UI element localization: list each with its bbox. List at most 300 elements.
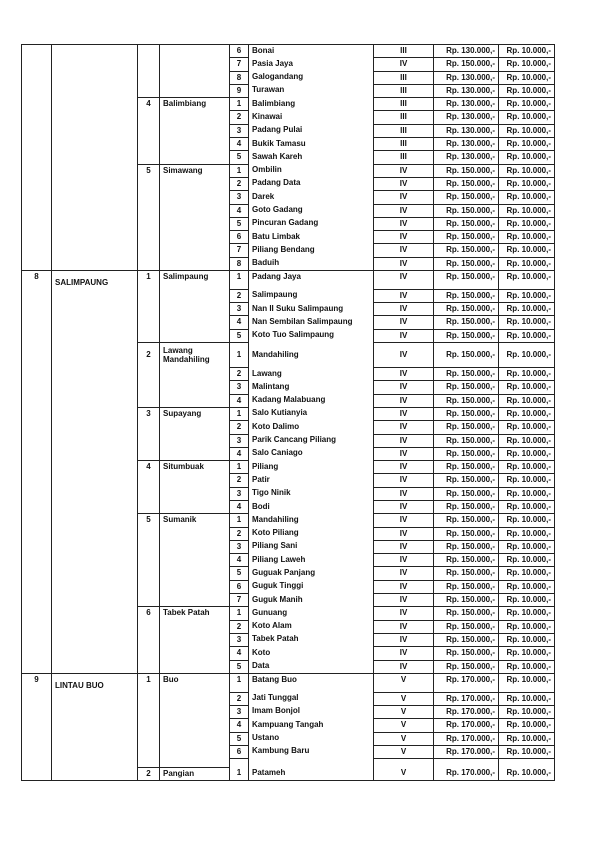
jorong-number: 1 [230, 271, 249, 290]
table-row [22, 447, 555, 460]
table-row [22, 257, 555, 270]
price-cell: Rp. 150.000,- [434, 514, 499, 527]
kecamatan-number [22, 745, 52, 758]
nagari-name [160, 594, 230, 607]
price-cell: Rp. 170.000,- [434, 719, 499, 732]
class-cell: III [374, 45, 434, 58]
jorong-name: Guguk Manih [249, 594, 374, 607]
price-cell: Rp. 150.000,- [434, 217, 499, 230]
jorong-number: 2 [230, 527, 249, 540]
fee-cell: Rp. 10.000,- [499, 381, 555, 394]
kecamatan-name: LINTAU BUO [52, 673, 138, 692]
jorong-number: 3 [230, 303, 249, 316]
kecamatan-name [52, 705, 138, 718]
kecamatan-number [22, 191, 52, 204]
jorong-number: 3 [230, 434, 249, 447]
nagari-name: Simawang [160, 164, 230, 177]
fee-cell: Rp. 10.000,- [499, 594, 555, 607]
fee-cell: Rp. 10.000,- [499, 607, 555, 620]
nagari-name [160, 567, 230, 580]
price-cell: Rp. 150.000,- [434, 607, 499, 620]
nagari-name [160, 124, 230, 137]
table-row [22, 474, 555, 487]
nagari-name [160, 177, 230, 190]
nagari-name [160, 257, 230, 270]
kecamatan-number [22, 394, 52, 407]
nagari-name: Tabek Patah [160, 607, 230, 620]
price-cell: Rp. 150.000,- [434, 647, 499, 660]
kecamatan-name [52, 138, 138, 151]
kecamatan-name [52, 474, 138, 487]
jorong-number: 4 [230, 316, 249, 329]
class-cell: IV [374, 633, 434, 646]
class-cell: IV [374, 594, 434, 607]
nagari-name [160, 501, 230, 514]
price-cell: Rp. 170.000,- [434, 673, 499, 692]
jorong-name: Parik Cancang Piliang [249, 434, 374, 447]
nagari-number [138, 421, 160, 434]
nagari-number: 1 [138, 673, 160, 692]
nagari-name: Supayang [160, 407, 230, 420]
kecamatan-number [22, 620, 52, 633]
jorong-name: Data [249, 660, 374, 673]
fee-cell: Rp. 10.000,- [499, 329, 555, 342]
price-cell: Rp. 150.000,- [434, 421, 499, 434]
price-cell: Rp. 150.000,- [434, 633, 499, 646]
kecamatan-number [22, 647, 52, 660]
kecamatan-number [22, 421, 52, 434]
table-row [22, 177, 555, 190]
nagari-name [160, 151, 230, 164]
jorong-number: 1 [230, 514, 249, 527]
jorong-name: Pincuran Gadang [249, 217, 374, 230]
fee-cell: Rp. 10.000,- [499, 647, 555, 660]
kecamatan-name [52, 745, 138, 758]
nagari-name [160, 204, 230, 217]
nagari-name: Lawang Mandahiling [160, 343, 230, 368]
nagari-name [160, 381, 230, 394]
class-cell: IV [374, 289, 434, 302]
price-cell: Rp. 130.000,- [434, 45, 499, 58]
class-cell: IV [374, 474, 434, 487]
kecamatan-name [52, 647, 138, 660]
kecamatan-number [22, 151, 52, 164]
jorong-number: 4 [230, 554, 249, 567]
jorong-name: Salo Caniago [249, 447, 374, 460]
price-cell: Rp. 150.000,- [434, 620, 499, 633]
jorong-number: 2 [230, 692, 249, 705]
gap-cell [22, 759, 52, 768]
nagari-number [138, 660, 160, 673]
table-row [22, 461, 555, 474]
class-cell: IV [374, 271, 434, 290]
table-row [22, 271, 555, 290]
fee-cell: Rp. 10.000,- [499, 633, 555, 646]
table-row [22, 71, 555, 84]
nagari-number [138, 71, 160, 84]
nagari-number [138, 217, 160, 230]
jorong-number: 1 [230, 343, 249, 368]
price-cell: Rp. 150.000,- [434, 474, 499, 487]
fee-cell: Rp. 10.000,- [499, 673, 555, 692]
class-cell: IV [374, 647, 434, 660]
village-price-table [21, 44, 555, 781]
class-cell: IV [374, 407, 434, 420]
nagari-number [138, 289, 160, 302]
jorong-number: 1 [230, 607, 249, 620]
class-cell: IV [374, 660, 434, 673]
kecamatan-name [52, 164, 138, 177]
kecamatan-number [22, 527, 52, 540]
kecamatan-name [52, 151, 138, 164]
class-cell: IV [374, 329, 434, 342]
table-row [22, 381, 555, 394]
fee-cell: Rp. 10.000,- [499, 316, 555, 329]
nagari-number [138, 124, 160, 137]
gap-cell [160, 759, 230, 768]
table-row [22, 329, 555, 342]
fee-cell: Rp. 10.000,- [499, 45, 555, 58]
kecamatan-name [52, 620, 138, 633]
jorong-number: 1 [230, 98, 249, 111]
jorong-number: 3 [230, 381, 249, 394]
kecamatan-name [52, 381, 138, 394]
fee-cell: Rp. 10.000,- [499, 177, 555, 190]
class-cell: IV [374, 164, 434, 177]
price-cell: Rp. 130.000,- [434, 138, 499, 151]
kecamatan-number [22, 692, 52, 705]
table-row [22, 594, 555, 607]
jorong-number: 2 [230, 111, 249, 124]
table-row [22, 692, 555, 705]
table-row [22, 540, 555, 553]
price-cell: Rp. 150.000,- [434, 447, 499, 460]
jorong-number: 1 [230, 673, 249, 692]
kecamatan-number [22, 316, 52, 329]
fee-cell: Rp. 10.000,- [499, 767, 555, 780]
nagari-name [160, 421, 230, 434]
nagari-name [160, 45, 230, 58]
kecamatan-name [52, 767, 138, 780]
nagari-number [138, 58, 160, 71]
jorong-name: Goto Gadang [249, 204, 374, 217]
kecamatan-name [52, 84, 138, 97]
jorong-number: 3 [230, 487, 249, 500]
class-cell: IV [374, 394, 434, 407]
nagari-name [160, 633, 230, 646]
price-cell: Rp. 150.000,- [434, 407, 499, 420]
nagari-number: 5 [138, 514, 160, 527]
table-row [22, 191, 555, 204]
fee-cell: Rp. 10.000,- [499, 567, 555, 580]
kecamatan-number [22, 164, 52, 177]
price-cell: Rp. 150.000,- [434, 58, 499, 71]
kecamatan-number [22, 111, 52, 124]
class-cell: IV [374, 204, 434, 217]
table-row [22, 501, 555, 514]
kecamatan-number [22, 487, 52, 500]
fee-cell: Rp. 10.000,- [499, 407, 555, 420]
jorong-name: Patir [249, 474, 374, 487]
class-cell: IV [374, 567, 434, 580]
kecamatan-number [22, 231, 52, 244]
nagari-name [160, 84, 230, 97]
jorong-name: Galogandang [249, 71, 374, 84]
table-row [22, 434, 555, 447]
nagari-number [138, 447, 160, 460]
class-cell: V [374, 719, 434, 732]
nagari-name: Sumanik [160, 514, 230, 527]
class-cell: IV [374, 501, 434, 514]
fee-cell: Rp. 10.000,- [499, 204, 555, 217]
kecamatan-number [22, 407, 52, 420]
price-cell: Rp. 170.000,- [434, 732, 499, 745]
kecamatan-number [22, 540, 52, 553]
class-cell: IV [374, 620, 434, 633]
jorong-number: 5 [230, 567, 249, 580]
nagari-name [160, 540, 230, 553]
nagari-name [160, 580, 230, 593]
jorong-number: 3 [230, 633, 249, 646]
kecamatan-number: 8 [22, 271, 52, 290]
class-cell: V [374, 673, 434, 692]
nagari-name [160, 303, 230, 316]
kecamatan-name [52, 289, 138, 302]
jorong-name: Koto Piliang [249, 527, 374, 540]
price-cell: Rp. 150.000,- [434, 303, 499, 316]
class-cell: IV [374, 217, 434, 230]
nagari-name [160, 554, 230, 567]
kecamatan-name [52, 487, 138, 500]
kecamatan-number [22, 98, 52, 111]
price-cell: Rp. 150.000,- [434, 271, 499, 290]
nagari-number [138, 434, 160, 447]
jorong-name: Nan II Suku Salimpaung [249, 303, 374, 316]
fee-cell: Rp. 10.000,- [499, 138, 555, 151]
gap-cell [138, 759, 160, 768]
jorong-name: Salimpaung [249, 289, 374, 302]
nagari-name [160, 705, 230, 718]
fee-cell: Rp. 10.000,- [499, 719, 555, 732]
price-cell: Rp. 170.000,- [434, 692, 499, 705]
jorong-name: Bukik Tamasu [249, 138, 374, 151]
price-cell: Rp. 170.000,- [434, 767, 499, 780]
price-cell: Rp. 150.000,- [434, 343, 499, 368]
nagari-number [138, 204, 160, 217]
price-cell: Rp. 170.000,- [434, 705, 499, 718]
fee-cell: Rp. 10.000,- [499, 705, 555, 718]
nagari-number [138, 177, 160, 190]
jorong-name: Lawang [249, 368, 374, 381]
price-cell: Rp. 150.000,- [434, 164, 499, 177]
class-cell: IV [374, 434, 434, 447]
jorong-name: Ombilin [249, 164, 374, 177]
kecamatan-number [22, 71, 52, 84]
class-cell: IV [374, 257, 434, 270]
kecamatan-number [22, 434, 52, 447]
kecamatan-name [52, 421, 138, 434]
table-row [22, 151, 555, 164]
class-cell: IV [374, 607, 434, 620]
jorong-name: Nan Sembilan Salimpaung [249, 316, 374, 329]
nagari-number [138, 368, 160, 381]
kecamatan-name [52, 607, 138, 620]
nagari-name [160, 368, 230, 381]
table-row [22, 58, 555, 71]
kecamatan-name [52, 394, 138, 407]
kecamatan-name [52, 257, 138, 270]
fee-cell: Rp. 10.000,- [499, 461, 555, 474]
kecamatan-number [22, 289, 52, 302]
kecamatan-number [22, 705, 52, 718]
price-cell: Rp. 130.000,- [434, 84, 499, 97]
nagari-number [138, 474, 160, 487]
nagari-number [138, 705, 160, 718]
kecamatan-number [22, 580, 52, 593]
class-cell: IV [374, 191, 434, 204]
table-row [22, 705, 555, 718]
jorong-number: 5 [230, 217, 249, 230]
nagari-name: Pangian [160, 767, 230, 780]
table-row [22, 394, 555, 407]
kecamatan-number: 9 [22, 673, 52, 692]
table-row [22, 487, 555, 500]
price-cell: Rp. 150.000,- [434, 329, 499, 342]
jorong-name: Kadang Malabuang [249, 394, 374, 407]
kecamatan-name [52, 231, 138, 244]
class-cell: III [374, 138, 434, 151]
class-cell: IV [374, 540, 434, 553]
nagari-number [138, 316, 160, 329]
fee-cell: Rp. 10.000,- [499, 732, 555, 745]
jorong-number: 2 [230, 421, 249, 434]
nagari-name [160, 620, 230, 633]
jorong-number: 6 [230, 231, 249, 244]
class-cell: V [374, 692, 434, 705]
nagari-name [160, 660, 230, 673]
price-cell: Rp. 150.000,- [434, 434, 499, 447]
nagari-number: 2 [138, 767, 160, 780]
nagari-number: 4 [138, 461, 160, 474]
fee-cell: Rp. 10.000,- [499, 514, 555, 527]
jorong-number: 5 [230, 660, 249, 673]
nagari-name [160, 71, 230, 84]
row-gap [22, 759, 555, 768]
gap-cell [499, 759, 555, 768]
nagari-number [138, 554, 160, 567]
nagari-number: 6 [138, 607, 160, 620]
table-row [22, 620, 555, 633]
table-row [22, 45, 555, 58]
jorong-name: Koto Tuo Salimpaung [249, 329, 374, 342]
fee-cell: Rp. 10.000,- [499, 434, 555, 447]
fee-cell: Rp. 10.000,- [499, 394, 555, 407]
nagari-name [160, 487, 230, 500]
jorong-name: Bodi [249, 501, 374, 514]
fee-cell: Rp. 10.000,- [499, 71, 555, 84]
table-row [22, 554, 555, 567]
jorong-name: Piliang Bendang [249, 244, 374, 257]
kecamatan-number [22, 257, 52, 270]
nagari-name [160, 647, 230, 660]
nagari-name [160, 394, 230, 407]
kecamatan-number [22, 177, 52, 190]
price-cell: Rp. 150.000,- [434, 527, 499, 540]
fee-cell: Rp. 10.000,- [499, 111, 555, 124]
jorong-number: 5 [230, 151, 249, 164]
kecamatan-name [52, 527, 138, 540]
kecamatan-number [22, 607, 52, 620]
nagari-number [138, 527, 160, 540]
kecamatan-number [22, 138, 52, 151]
kecamatan-number [22, 767, 52, 780]
nagari-name [160, 732, 230, 745]
kecamatan-name [52, 45, 138, 58]
price-cell: Rp. 130.000,- [434, 151, 499, 164]
price-cell: Rp. 150.000,- [434, 244, 499, 257]
table-row [22, 343, 555, 368]
nagari-name [160, 527, 230, 540]
gap-cell [374, 759, 434, 768]
class-cell: IV [374, 303, 434, 316]
kecamatan-name [52, 204, 138, 217]
kecamatan-number [22, 84, 52, 97]
nagari-name [160, 316, 230, 329]
kecamatan-number [22, 447, 52, 460]
price-cell: Rp. 150.000,- [434, 231, 499, 244]
nagari-number [138, 329, 160, 342]
fee-cell: Rp. 10.000,- [499, 421, 555, 434]
jorong-name: Guguak Panjang [249, 567, 374, 580]
price-cell: Rp. 150.000,- [434, 580, 499, 593]
kecamatan-name [52, 434, 138, 447]
kecamatan-name [52, 98, 138, 111]
nagari-name [160, 447, 230, 460]
jorong-number: 1 [230, 767, 249, 780]
price-cell: Rp. 150.000,- [434, 461, 499, 474]
jorong-name: Baduih [249, 257, 374, 270]
nagari-name [160, 329, 230, 342]
price-cell: Rp. 130.000,- [434, 71, 499, 84]
jorong-name: Jati Tunggal [249, 692, 374, 705]
jorong-name: Mandahiling [249, 343, 374, 368]
kecamatan-name: SALIMPAUNG [52, 271, 138, 290]
jorong-name: Kambung Baru [249, 745, 374, 758]
price-cell: Rp. 150.000,- [434, 257, 499, 270]
kecamatan-number [22, 329, 52, 342]
table-row [22, 303, 555, 316]
kecamatan-name [52, 303, 138, 316]
fee-cell: Rp. 10.000,- [499, 271, 555, 290]
nagari-name [160, 111, 230, 124]
jorong-name: Balimbiang [249, 98, 374, 111]
jorong-name: Sawah Kareh [249, 151, 374, 164]
kecamatan-name [52, 567, 138, 580]
jorong-number: 3 [230, 191, 249, 204]
table-row [22, 514, 555, 527]
kecamatan-name [52, 407, 138, 420]
kecamatan-number [22, 501, 52, 514]
nagari-number [138, 745, 160, 758]
nagari-number [138, 151, 160, 164]
jorong-name: Koto [249, 647, 374, 660]
price-cell: Rp. 150.000,- [434, 554, 499, 567]
jorong-name: Kinawai [249, 111, 374, 124]
kecamatan-number [22, 660, 52, 673]
nagari-name [160, 692, 230, 705]
fee-cell: Rp. 10.000,- [499, 84, 555, 97]
kecamatan-name [52, 447, 138, 460]
